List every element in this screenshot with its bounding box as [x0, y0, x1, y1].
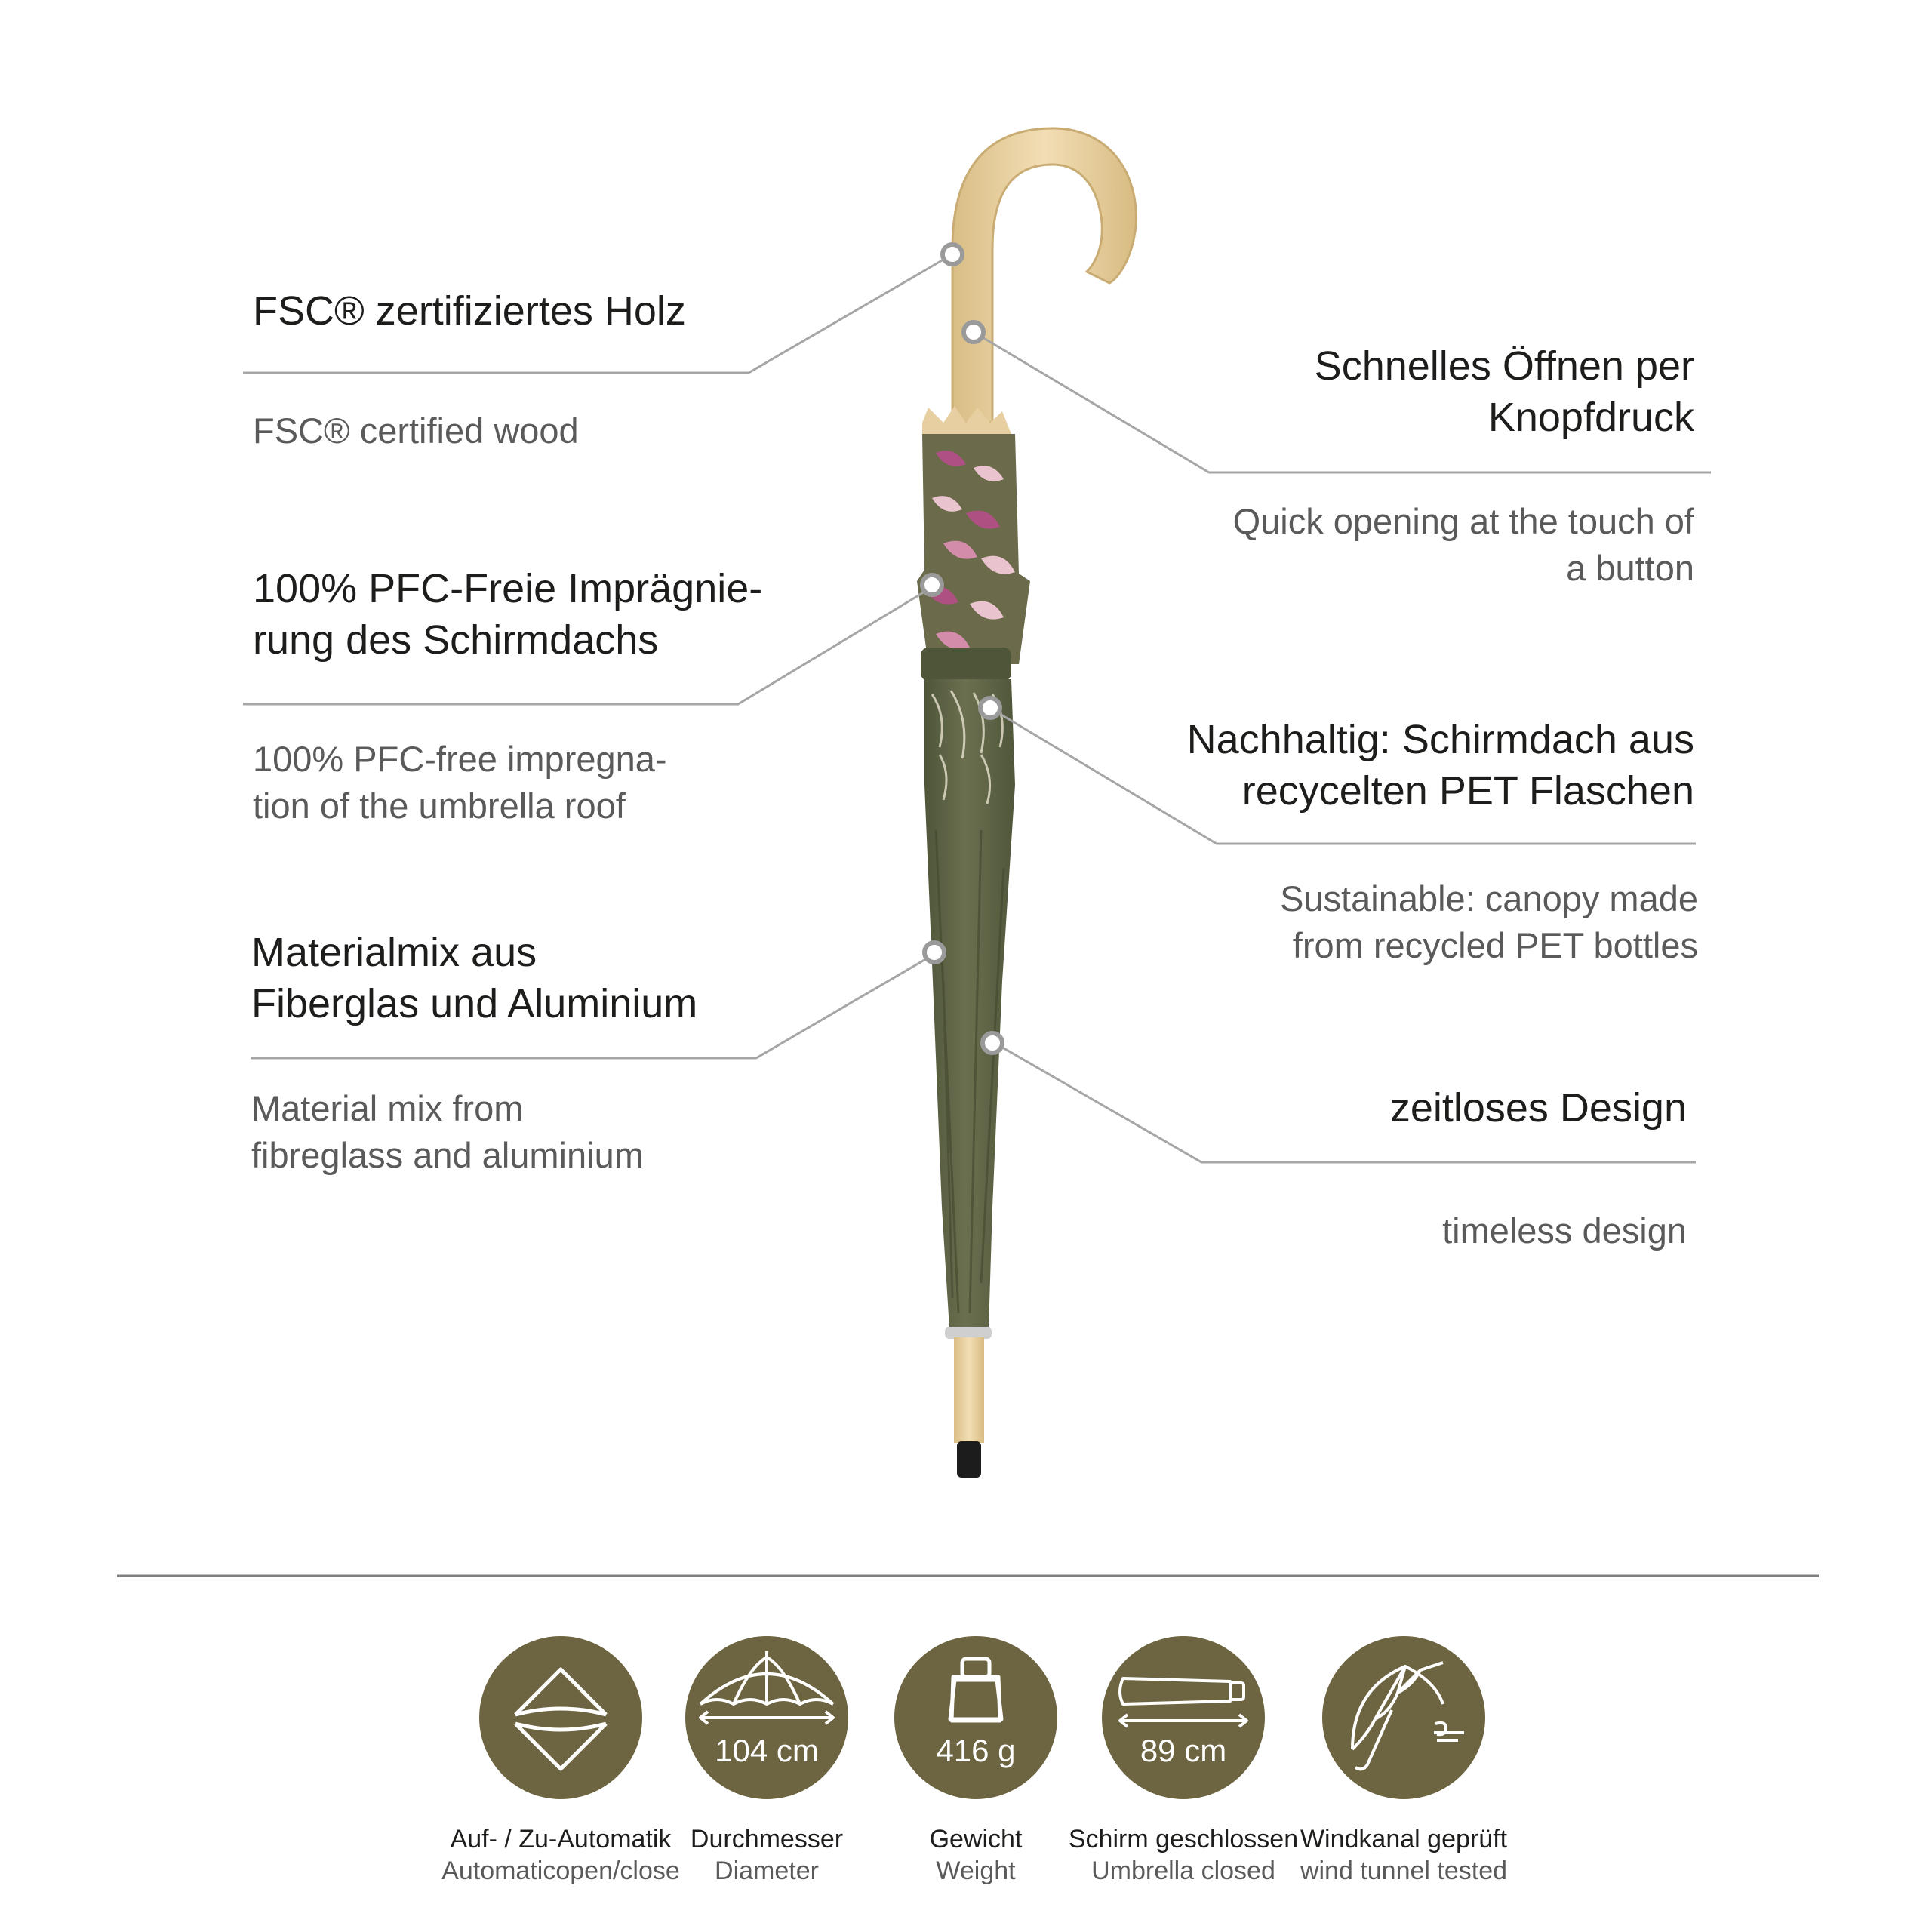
feature-title-quick-opening: Schnelles Öffnen per Knopfdruck: [1314, 343, 1694, 440]
feature-title-timeless-design: zeitloses Design: [1389, 1085, 1687, 1131]
umbrella-closed-value: 89 cm: [1140, 1733, 1227, 1768]
feature-subtitle-quick-opening: Quick opening at the touch of a button: [1232, 501, 1694, 588]
feature-subtitle-pfc-free: 100% PFC-free impregna- tion of the umbrella roof: [253, 739, 667, 826]
spec-sublabel-weight: Weight: [936, 1857, 1016, 1885]
spec-label-wind-tunnel: Windkanal geprüft: [1300, 1825, 1508, 1854]
spec-badge-wind-tunnel: [1322, 1636, 1485, 1799]
feature-title-material-mix: Materialmix aus Fiberglas und Aluminium: [251, 930, 698, 1026]
spec-label-weight: Gewicht: [929, 1825, 1023, 1854]
spec-label-auto-open-close: Auf- / Zu-Automatik: [450, 1825, 672, 1854]
feature-subtitle-material-mix: Material mix from fibreglass and aluminium: [251, 1088, 644, 1175]
spec-sublabel-umbrella-closed: Umbrella closed: [1091, 1857, 1275, 1885]
spec-label-diameter: Durchmesser: [690, 1825, 844, 1854]
diameter-value: 104 cm: [715, 1733, 819, 1768]
weight-icon: [894, 1636, 1057, 1799]
wooden-tip: [954, 1337, 984, 1443]
diameter-umbrella-icon: [685, 1636, 848, 1799]
feature-title-sustainable: Nachhaltig: Schirmdach aus recycelten PET Flaschen: [1186, 717, 1694, 814]
wind-tunnel-icon: [1322, 1636, 1485, 1799]
feature-subtitle-fsc-wood: FSC® certified wood: [253, 411, 579, 451]
patterned-canopy: [917, 434, 1030, 664]
wooden-handle: [952, 128, 1136, 423]
canopy-body: [924, 679, 1015, 1328]
spec-badge-auto-open-close: [479, 1636, 642, 1799]
spec-sublabel-diameter: Diameter: [715, 1857, 819, 1885]
spec-label-umbrella-closed: Schirm geschlossen: [1068, 1825, 1299, 1854]
weight-value: 416 g: [936, 1733, 1016, 1768]
spec-badge-weight: [894, 1636, 1057, 1799]
feature-subtitle-timeless-design: timeless design: [1442, 1211, 1687, 1251]
closed-umbrella-icon: [1102, 1636, 1265, 1799]
feature-subtitle-sustainable: Sustainable: canopy made from recycled PET bottles: [1280, 878, 1698, 965]
auto-open-close-icon: [479, 1636, 642, 1799]
spec-badge-umbrella-closed: [1102, 1636, 1265, 1799]
feature-title-fsc-wood: FSC® zertifiziertes Holz: [253, 288, 686, 334]
spec-badge-diameter: [685, 1636, 848, 1799]
closing-strap: [921, 648, 1011, 681]
spec-sublabel-wind-tunnel: wind tunnel tested: [1300, 1857, 1508, 1885]
feature-title-pfc-free: 100% PFC-Freie Imprägnie- rung des Schirmdachs: [253, 566, 763, 663]
spec-sublabel-auto-open-close: Automaticopen/close: [441, 1857, 680, 1885]
rubber-tip: [957, 1441, 981, 1478]
